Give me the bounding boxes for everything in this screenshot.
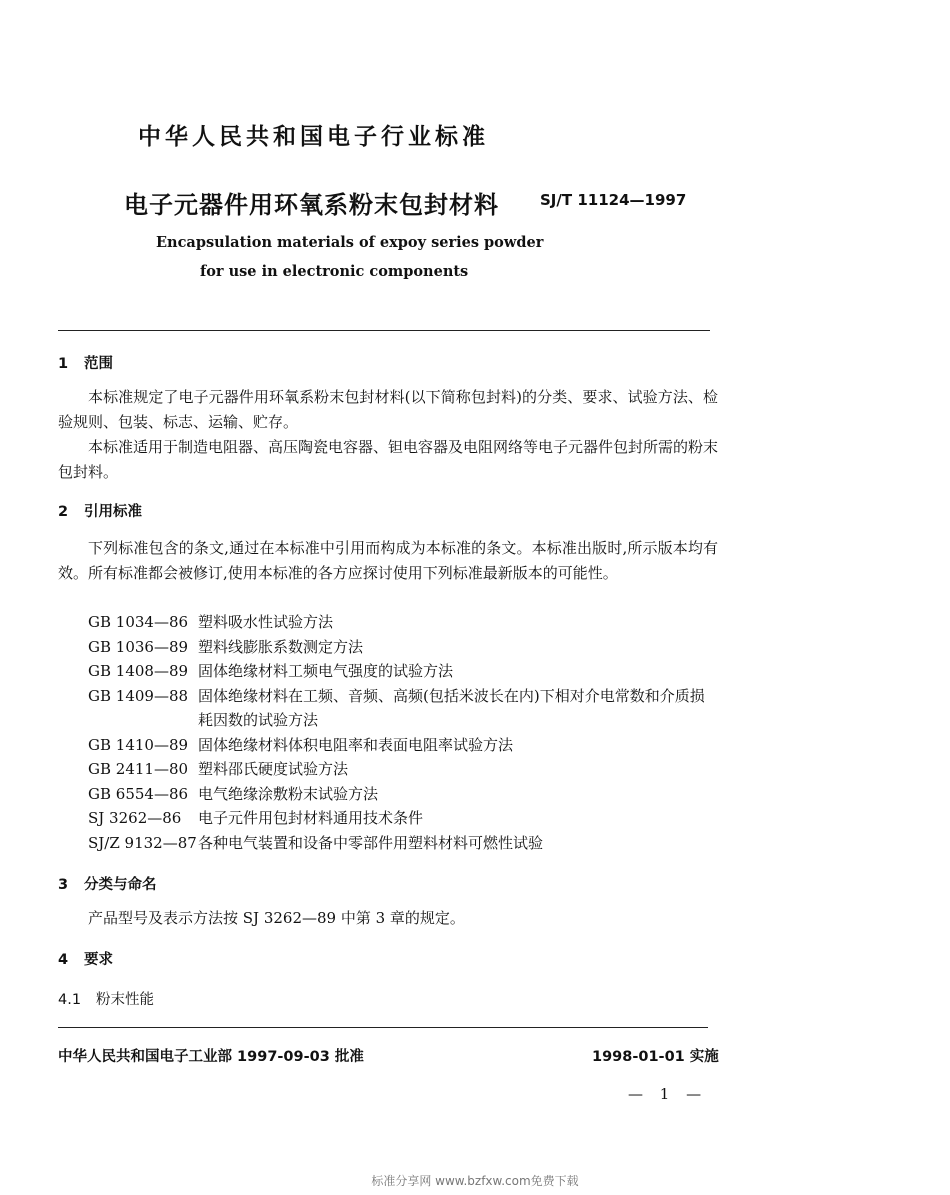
reference-list bbox=[88, 610, 718, 855]
paragraph: 产品型号及表示方法按 SJ 3262—89 中第 3 章的规定。 bbox=[88, 909, 465, 927]
section-number: 2 bbox=[58, 504, 69, 520]
ref-title: 固体绝缘材料工频电气强度的试验方法 bbox=[198, 662, 454, 680]
header-divider bbox=[58, 330, 710, 331]
ref-code: SJ 3262—86 bbox=[88, 809, 182, 827]
effective-date: 1998-01-01 实施 bbox=[592, 1049, 719, 1065]
section-title: 分类与命名 bbox=[84, 877, 157, 893]
list-item bbox=[88, 733, 718, 758]
doc-title: 电子元器件用环氧系粉末包封材料 bbox=[124, 191, 499, 219]
list-item bbox=[88, 757, 718, 782]
list-item bbox=[88, 610, 718, 635]
ref-code: GB 1408—89 bbox=[88, 662, 189, 680]
ref-code: GB 2411—80 bbox=[88, 760, 189, 778]
ref-title: 塑料邵氏硬度试验方法 bbox=[198, 760, 349, 778]
paragraph: 本标准适用于制造电阻器、高压陶瓷电容器、钽电容器及电阻网络等电子元器件包封所需的粉末包封料。 bbox=[58, 438, 719, 481]
list-item bbox=[88, 684, 718, 733]
ref-title: 塑料线膨胀系数测定方法 bbox=[198, 637, 364, 656]
page-number: — 1 — bbox=[628, 1085, 708, 1103]
section-number: 4 bbox=[58, 952, 69, 968]
section-1-heading bbox=[58, 352, 113, 373]
section-1-body bbox=[58, 385, 718, 485]
list-item bbox=[88, 806, 718, 831]
ref-title: 电子元件用包封材料通用技术条件 bbox=[198, 809, 424, 827]
section-3-heading bbox=[58, 873, 157, 894]
subsection-title: 粉末性能 bbox=[96, 992, 154, 1008]
ref-code: GB 1036—89 bbox=[88, 637, 189, 656]
ref-code: GB 1034—86 bbox=[88, 613, 189, 631]
list-item bbox=[88, 659, 718, 684]
ref-code: SJ/Z 9132—87 bbox=[88, 833, 197, 852]
ref-title: 固体绝缘材料体积电阻率和表面电阻率试验方法 bbox=[198, 735, 514, 754]
subsection-4-1-heading bbox=[58, 988, 154, 1009]
footer-divider bbox=[58, 1027, 708, 1028]
ref-title: 各种电气装置和设备中零部件用塑料材料可燃性试验 bbox=[198, 833, 544, 852]
org-title: 中华人民共和国电子行业标准 bbox=[138, 124, 489, 150]
paragraph: 下列标准包含的条文,通过在本标准中引用而构成为本标准的条文。本标准出版时,所示版本均有效。所有标准都会被修订,使用本标准的各方应探讨使用下列标准最新版本的可能性。 bbox=[58, 539, 718, 582]
section-2-heading bbox=[58, 500, 142, 521]
list-item bbox=[88, 782, 718, 807]
section-number: 3 bbox=[58, 877, 69, 893]
subsection-number: 4.1 bbox=[58, 992, 82, 1008]
section-2-body bbox=[58, 536, 718, 586]
section-3-body bbox=[58, 906, 718, 931]
section-title: 引用标准 bbox=[84, 504, 142, 520]
english-title-line1: Encapsulation materials of expoy series powder bbox=[156, 234, 544, 251]
ref-code: GB 6554—86 bbox=[88, 784, 189, 803]
ref-code: GB 1410—89 bbox=[88, 735, 189, 754]
standard-code: SJ/T 11124—1997 bbox=[540, 191, 687, 209]
section-number: 1 bbox=[58, 356, 69, 372]
section-title: 要求 bbox=[84, 952, 113, 968]
ref-title: 固体绝缘材料在工频、音频、高频(包括米波长在内)下相对介电常数和介质损耗因数的试验方法 bbox=[198, 686, 705, 729]
english-title-line2: for use in electronic components bbox=[200, 263, 469, 280]
watermark: 标准分享网 www.bzfxw.com免费下载 bbox=[371, 1174, 579, 1188]
ref-title: 电气绝缘涂敷粉末试验方法 bbox=[198, 784, 379, 803]
section-4-heading bbox=[58, 948, 113, 969]
issuer-approval: 中华人民共和国电子工业部 1997-09-03 批准 bbox=[58, 1049, 364, 1065]
ref-code: GB 1409—88 bbox=[88, 686, 189, 705]
list-item bbox=[88, 831, 718, 856]
list-item bbox=[88, 635, 718, 660]
ref-title: 塑料吸水性试验方法 bbox=[198, 613, 334, 631]
section-title: 范围 bbox=[84, 356, 113, 372]
paragraph: 本标准规定了电子元器件用环氧系粉末包封材料(以下简称包封料)的分类、要求、试验方法、检验规则、包装、标志、运输、贮存。 bbox=[58, 388, 718, 431]
